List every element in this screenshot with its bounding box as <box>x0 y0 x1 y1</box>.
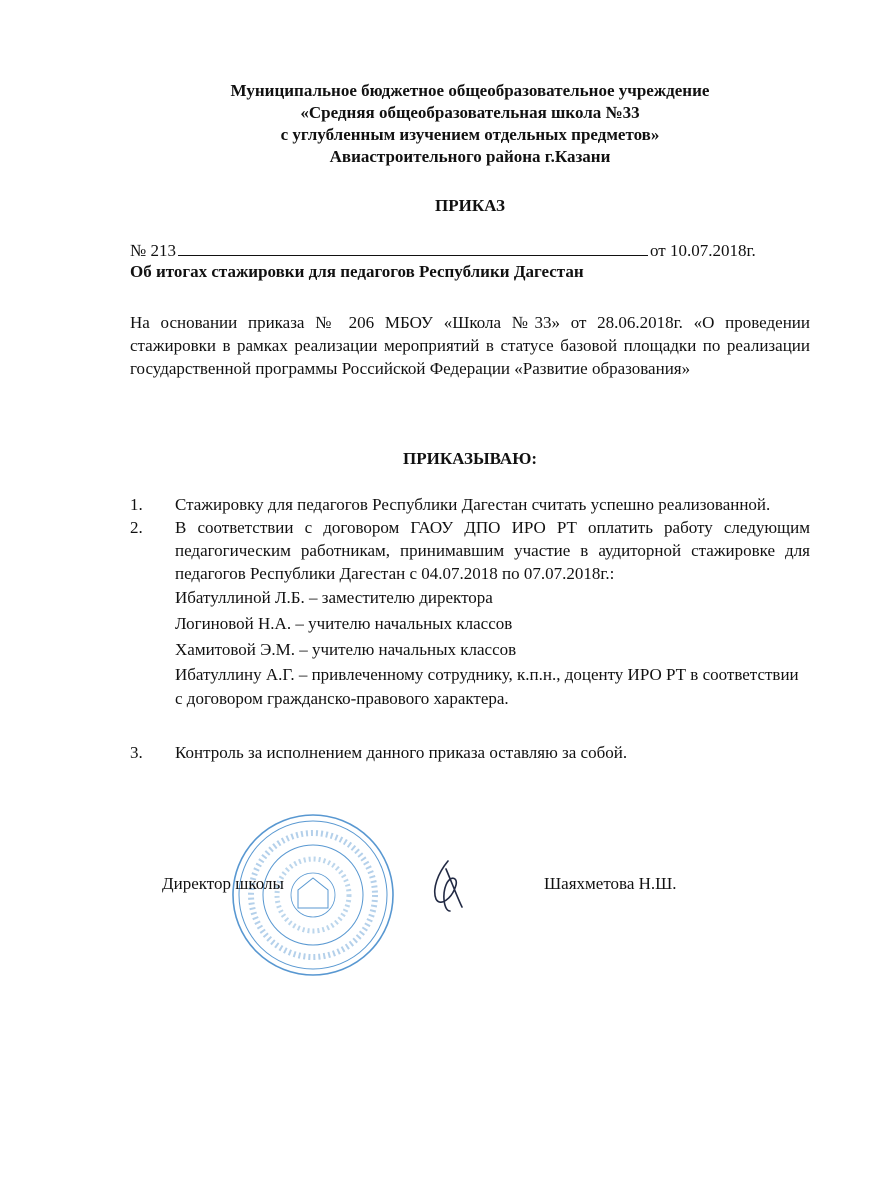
order-number: № 213 <box>130 241 176 260</box>
order-number-line <box>130 241 820 261</box>
staff-list <box>130 585 810 711</box>
staff-item: Ибатуллиной Л.Б. – заместителю директора <box>175 588 493 607</box>
institution-header <box>130 80 810 168</box>
doc-title: ПРИКАЗ <box>435 196 505 215</box>
staff-item: Логиновой Н.А. – учителю начальных классов <box>175 614 513 633</box>
director-title: Директор школы <box>162 874 284 893</box>
header-line-2: «Средняя общеобразовательная школа №33 <box>300 103 640 122</box>
item-text: Стажировку для педагогов Республики Дагестан считать успешно реализованной. <box>175 495 771 514</box>
signature-row <box>162 874 722 904</box>
item-number: 3. <box>130 743 143 762</box>
order-date: от 10.07.2018г. <box>649 241 756 260</box>
header-line-4: Авиастроительного района г.Казани <box>329 147 611 166</box>
item-text: В соответствии с договором ГАОУ ДПО ИРО РТ оплатить работу следующим педагогическим работникам, принимавшим участие в аудиторной стажировке для педагогов Республики Дагестан с 04.07.2018 по 07.07.2018г.: <box>175 518 810 583</box>
order-basis: На основании приказа № 206 МБОУ «Школа №33» от 28.06.2018г. «О проведении стажировки в рамках реализации мероприятий в статусе базовой площадки по реализации государственной программы Российской Федерации «Развитие образования» <box>130 313 810 378</box>
header-line-1: Муниципальное бюджетное общеобразовательное учреждение <box>230 81 710 100</box>
order-item-2 <box>130 516 810 585</box>
order-item-3 <box>130 741 810 764</box>
order-underline <box>178 241 648 256</box>
item-number: 1. <box>130 495 143 514</box>
order-items <box>130 493 810 764</box>
order-item-1 <box>130 493 810 516</box>
item-text: Контроль за исполнением данного приказа оставляю за собой. <box>175 743 628 762</box>
item-number: 2. <box>130 518 143 537</box>
staff-item: Ибатуллину А.Г. – привлеченному сотруднику, к.п.н., доценту ИРО РТ в соответствии с договором гражданско-правового характера. <box>175 665 799 708</box>
staff-item: Хамитовой Э.М. – учителю начальных классов <box>175 640 517 659</box>
header-line-3: с углубленным изучением отдельных предметов» <box>280 125 660 144</box>
order-word: ПРИКАЗЫВАЮ: <box>402 449 538 468</box>
director-name: Шаяхметова Н.Ш. <box>544 874 677 893</box>
order-subject: Об итогах стажировки для педагогов Республики Дагестан <box>130 262 584 281</box>
